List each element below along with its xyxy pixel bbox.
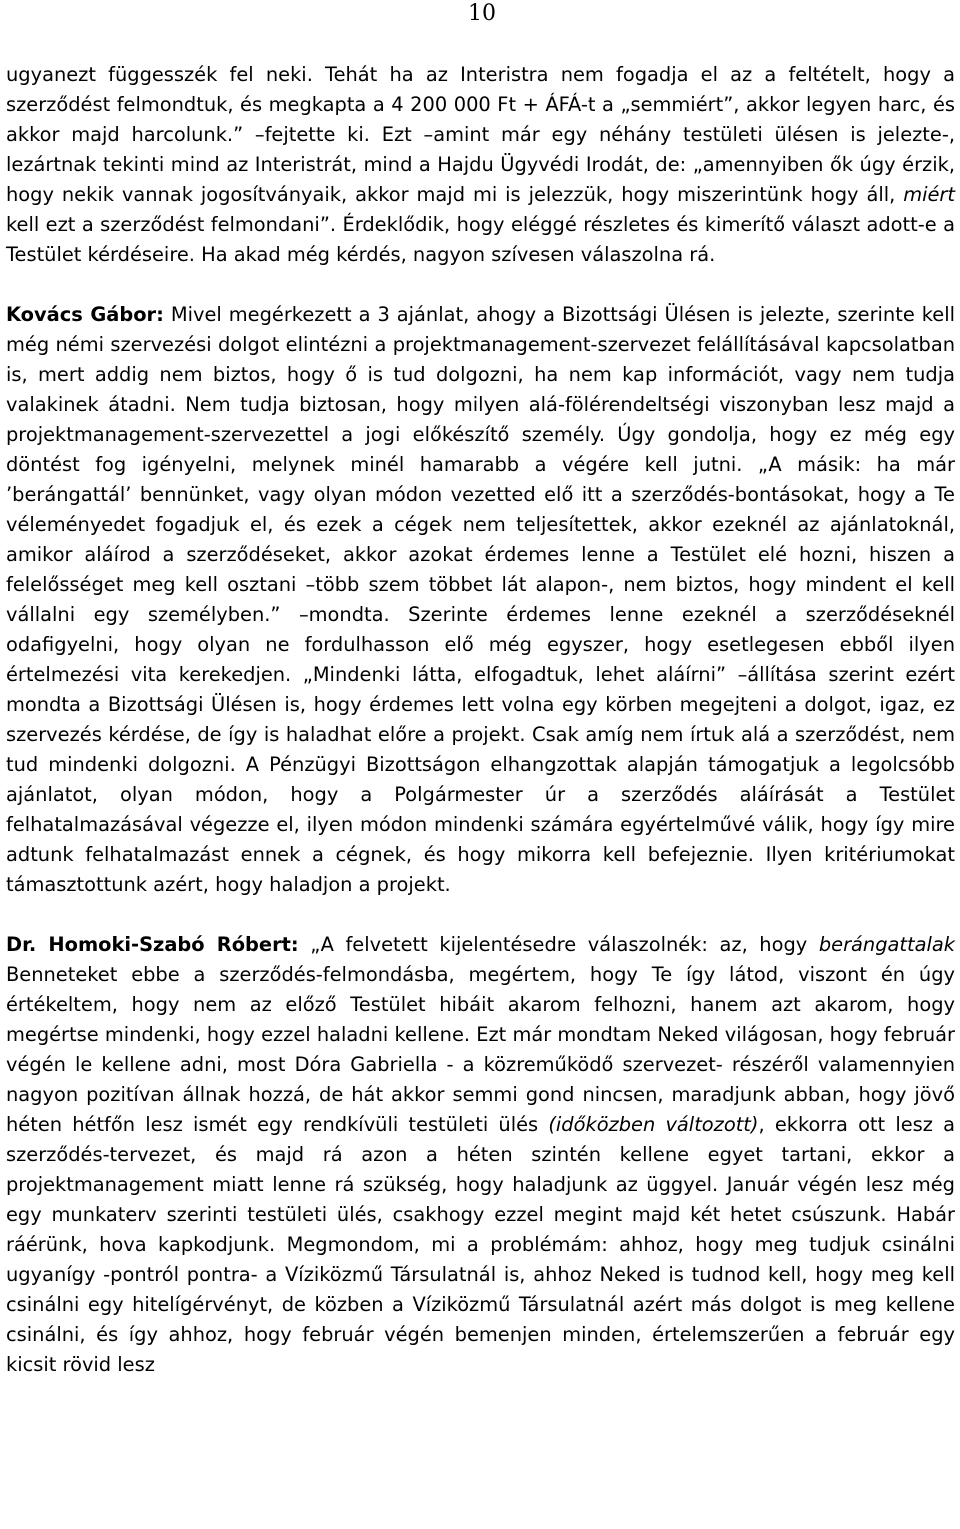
text-run: kell ezt a szerződést felmondani”. Érdeklődik, hogy eléggé részletes és kimerítő választ adott-e a Testület kérdéseire. Ha akad még kérdés, nagyon szívesen válaszolna rá. (6, 213, 955, 266)
text-run: ugyanezt függesszék fel neki. Tehát ha az Interistra nem fogadja el az a feltételt, hogy a szerződést felmondtuk, és megkapta a 4 200 000 Ft + ÁFÁ-t a „semmiért”, akkor legyen harc, és akkor majd harcolunk.” –fejtette ki. Ezt –amint már egy néhány testületi ülésen is jelezte-, lezártnak tekinti mind az Interistrát, mind a Hajdu Ügyvédi Irodát, de: „amennyiben ők úgy érzik, hogy nekik vannak jogosítványaik, akkor majd mi is jelezzük, hogy miszerintünk hogy áll, (6, 63, 955, 206)
text-run: , ekkorra ott lesz a szerződés-tervezet, és majd rá azon a héten szintén kellene egyet tartani, ekkor a projektmanagement miatt lenne rá szükség, hogy haladjunk az üggyel. Január végén lesz még egy munkaterv szerinti testületi ülés, csakhogy ezzel megint majd két hetet csúszunk. Habár ráérünk, hova kapkodjunk. Megmondom, mi a problémám: ahhoz, hogy meg tudjuk csinálni ugyanígy -pontról pontra- a Víziközmű Társulatnál is, ahhoz Neked is tudnod kell, hogy meg kell csinálni egy hitelígérvényt, de közben a Víziközmű Társulatnál azért más dolgot is meg kellene csinálni, és így ahhoz, hogy február végén bemenjen minden, értelemszerűen a február egy kicsit rövid lesz (6, 1113, 955, 1376)
italic-text-run: berángattalak (818, 933, 955, 956)
speaker-name: Kovács Gábor: (6, 303, 164, 326)
paragraph-kovacs-gabor (6, 300, 955, 900)
page-number: 10 (468, 1, 496, 26)
speaker-name: Dr. Homoki-Szabó Róbert: (6, 933, 299, 956)
paragraph-homoki-szabo-robert (6, 930, 955, 1380)
italic-text-run: (időközben változott) (548, 1113, 759, 1136)
text-run: „A felvetett kijelentésedre válaszolnék: az, hogy (298, 933, 819, 956)
document-body (6, 60, 955, 1380)
text-run: Benneteket ebbe a szerződés-felmondásba, megértem, hogy Te így látod, viszont én úgy értékeltem, hogy nem az előző Testület hibáit akarom felhozni, hanem azt akarom, hogy megértse mindenki, hogy ezzel haladni kellene. Ezt már mondtam Neked világosan, hogy február végén le kellene adni, most Dóra Gabriella - a közreműködő szervezet- részéről valamennyien nagyon pozitívan állnak hozzá, de hát akkor semmi gond nincsen, maradjunk abban, hogy jövő héten hétfőn lesz ismét egy rendkívüli testületi ülés (6, 963, 955, 1136)
text-run: Mivel megérkezett a 3 ajánlat, ahogy a Bizottsági Ülésen is jelezte, szerinte kell még némi szervezési dolgot elintézni a projektmanagement-szervezet felállításával kapcsolatban is, mert addig nem biztos, hogy ő is tud dolgozni, ha nem kap információt, vagy nem tudja valakinek átadni. Nem tudja biztosan, hogy milyen alá-fölérendeltségi viszonyban lesz majd a projektmanagement-szervezettel a jogi előkészítő személy. Úgy gondolja, hogy ez még egy döntést fog igényelni, melynek minél hamarabb a végére kell jutni. „A másik: ha már ’berángattál’ bennünket, vagy olyan módon vezetted elő itt a szerződés-bontásokat, hogy a Te véleményedet fogadjuk el, és ezek a cégek nem teljesítettek, akkor ezeknél az ajánlatoknál, amikor aláírod a szerződéseket, akkor azokat érdemes lenne a Testület elé hozni, hiszen a felelősséget meg kell osztani –több szem többet lát alapon-, nem biztos, hogy mindent el kell vállalni egy személyben.” –mondta. Szerinte érdemes lenne ezeknél a szerződéseknél odafigyelni, hogy olyan ne fordulhasson elő még egyszer, hogy esetlegesen ebből ilyen értelmezési vita kerekedjen. „Mindenki látta, elfogadtuk, lehet aláírni” –állítása szerint ezért mondta a Bizottsági Ülésen is, hogy érdemes lett volna egy körben megejteni a dolgot, igaz, ez szervezés kérdése, de így is haladhat előre a projekt. Csak amíg nem írtuk alá a szerződést, nem tud mindenki dolgozni. A Pénzügyi Bizottságon elhangzottak alapján támogatjuk a legolcsóbb ajánlatot, olyan módon, hogy a Polgármester úr a szerződés aláírását a Testület felhatalmazásával végezze el, ilyen módon mindenki számára egyértelművé válik, hogy így mire adtunk felhatalmazást ennek a cégnek, és hogy mikorra kell befejeznie. Ilyen kritériumokat támasztottunk azért, hogy haladjon a projekt. (6, 303, 955, 896)
paragraph-continuation (6, 60, 955, 270)
italic-text-run: miért (903, 183, 955, 206)
